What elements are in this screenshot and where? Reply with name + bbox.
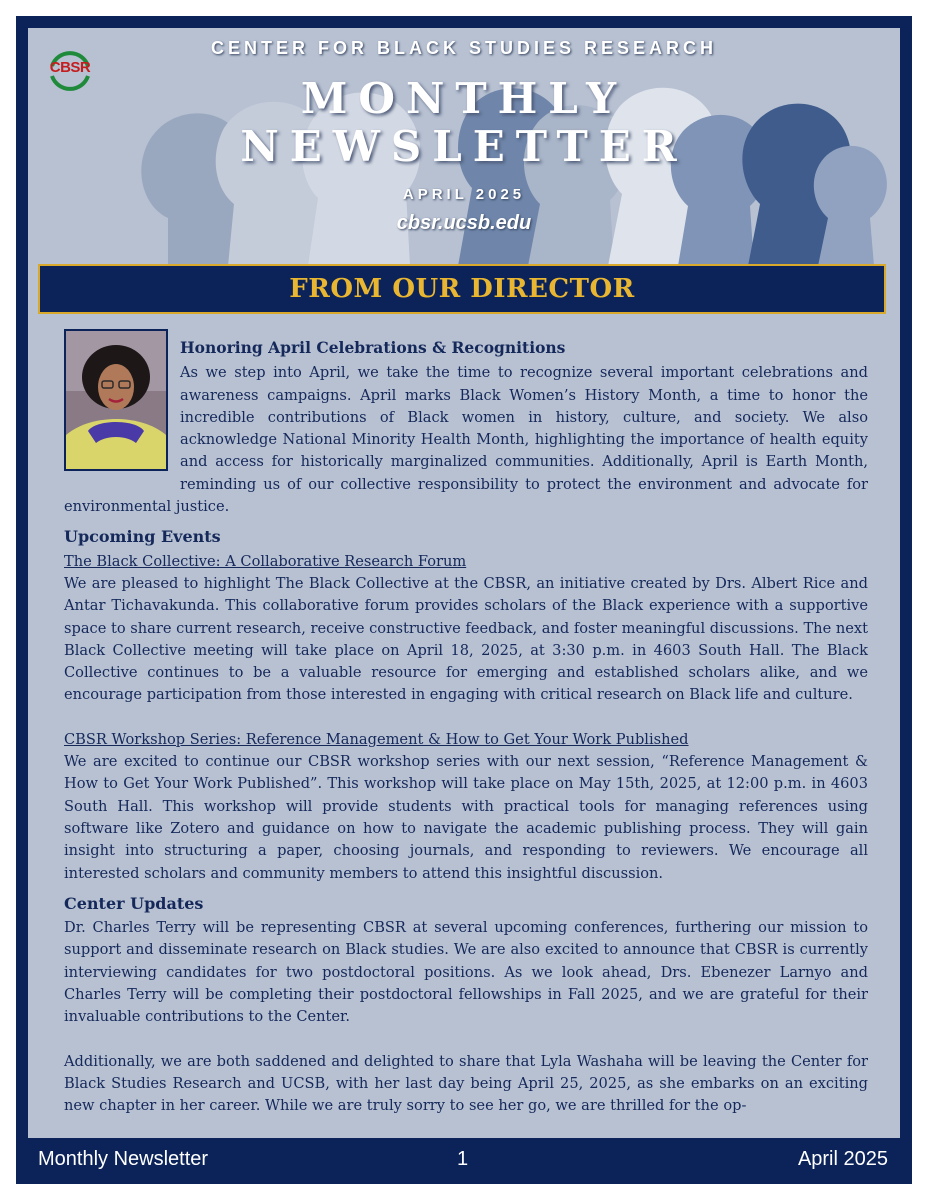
director-subheading: Honoring April Celebrations & Recognitions [180,338,566,357]
upcoming-events-heading: Upcoming Events [64,527,221,547]
center-updates-paragraph: Additionally, we are both saddened and delighted to share that Lyla Washaha will be leaving the Center for Black Studies Research and UCSB, with her last day being April 25, 2025, as she embarks on an exciting new chapter in her career. While we are truly sorry to see her go, we are thrilled for the op- [64,1052,868,1115]
issue-date: APRIL 2025 [402,186,526,203]
footer-page-number: 1 [457,1148,469,1170]
newsletter-page [28,28,900,1138]
footer-issue-date: April 2025 [797,1148,888,1170]
page-footer [16,1138,912,1184]
director-message: As we step into April, we take the time to recognize several important celebrations and awareness campaigns. April marks Black Women’s History Month, a time to honor the incredible contributions of Black women in history, culture, and society. We also acknowledge National Minority Health Month, highlighting the importance of health equity and access for historically marginalized communities. Additionally, April is Earth Month, reminding us of our collective responsibility to protect the environment and advocate for environmental justice. [64,364,868,516]
event-title-workshop-series[interactable]: CBSR Workshop Series: Reference Management & How to Get Your Work Published [64,730,689,748]
center-updates-paragraph: Dr. Charles Terry will be representing CBSR at several upcoming conferences, furthering our mission to support and disseminate research on Black studies. We are also excited to announce that CBSR is currently interviewing candidates for two postdoctoral positions. As we look ahead, Drs. Ebenezer Larnyo and Charles Terry will be completing their postdoctoral fellowships in Fall 2025, and we are grateful for their invaluable contributions to the Center. [64,919,868,1026]
event-description: We are pleased to highlight The Black Collective at the CBSR, an initiative created by Drs. Albert Rice and Antar Tichavakunda. This collaborative forum provides scholars of the Black experience with a supportive space to share current research, receive constructive feedback, and foster meaningful discussions. The next Black Collective meeting will take place on April 18, 2025, at 3:30 p.m. in 4603 South Hall. The Black Collective continues to be a valuable resource for emerging and established scholars alike, and we encourage participation from those interested in engaging with critical research on Black life and culture. [64,574,868,704]
newsletter-title-line1: MONTHLY [300,74,628,123]
center-updates-heading: Center Updates [64,893,204,913]
section-banner [38,264,886,314]
section-banner-title: FROM OUR DIRECTOR [289,274,635,304]
center-name: CENTER FOR BLACK STUDIES RESEARCH [210,38,718,58]
website-link[interactable]: cbsr.ucsb.edu [396,212,532,234]
header-banner [28,28,900,266]
logo-text: CBSR [49,59,91,76]
event-description: We are excited to continue our CBSR workshop series with our next session, “Reference Management & How to Get Your Work Published”. This workshop will take place on May 15th, 2025, at 12:00 p.m. in 4603 South Hall. This workshop will provide students with practical tools for managing references using software like Zotero and guidance on how to navigate the academic publishing process. They will gain insight into structuring a paper, choosing journals, and responding to reviewers. We encourage all interested scholars and community members to attend this insightful discussion. [64,753,868,882]
newsletter-title-line2: NEWSLETTER [240,122,688,171]
newsletter-body [64,337,868,1118]
event-title-black-collective[interactable]: The Black Collective: A Collaborative Research Forum [64,552,467,570]
footer-publication-name: Monthly Newsletter [38,1148,209,1170]
